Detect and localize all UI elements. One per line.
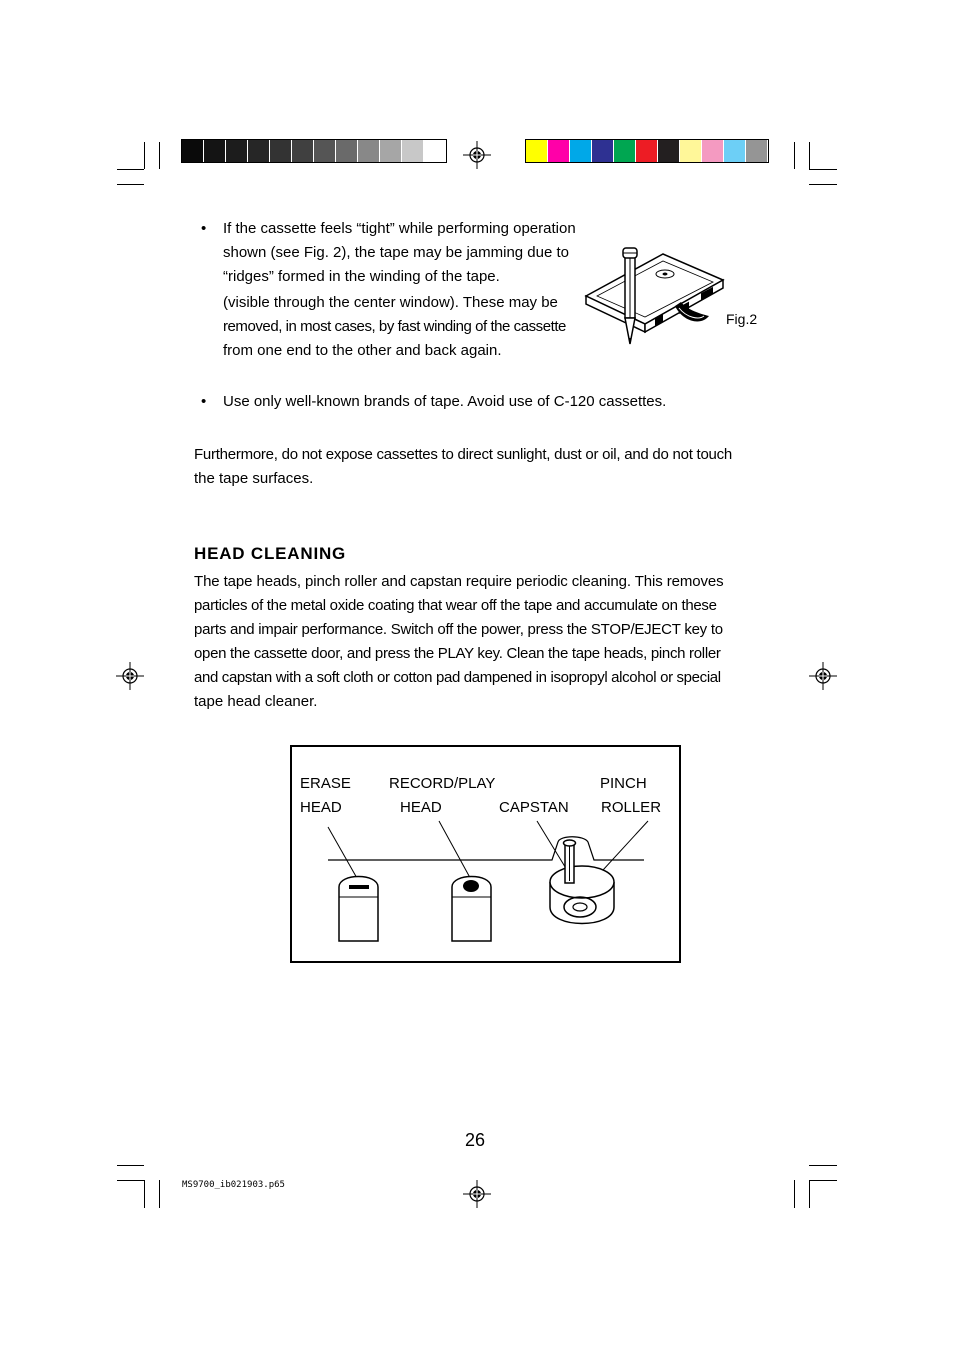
color-swatch	[548, 140, 570, 162]
label-pinch: PINCH	[600, 775, 647, 792]
color-swatch	[592, 140, 614, 162]
label-record-play-head: HEAD	[400, 799, 442, 816]
label-pinch-roller: ROLLER	[601, 799, 662, 816]
registration-mark-bottom	[463, 1180, 491, 1208]
bullet-item-tape-brands	[201, 390, 721, 414]
crop-mark	[809, 169, 837, 170]
label-erase: ERASE	[300, 775, 351, 792]
bullet-line: “ridges” formed in the winding of the tape.	[223, 268, 500, 285]
crop-mark	[809, 1180, 810, 1208]
color-swatch	[204, 140, 226, 162]
bullet-text	[223, 390, 666, 414]
color-swatch	[292, 140, 314, 162]
bullet-text	[223, 217, 576, 363]
crop-mark	[117, 184, 144, 185]
color-swatch	[380, 140, 402, 162]
crop-mark	[809, 142, 810, 169]
label-record-play: RECORD/PLAY	[389, 775, 496, 792]
bullet-line: from one end to the other and back again.	[223, 342, 502, 359]
bullet-line: removed, in most cases, by fast winding of the cassette	[223, 318, 566, 335]
page-number: 26	[465, 1130, 486, 1150]
paragraph-line: open the cassette door, and press the PLAY key. Clean the tape heads, pinch roller	[194, 645, 721, 662]
color-swatch	[614, 140, 636, 162]
color-swatch	[746, 140, 768, 162]
paragraph-line: tape head cleaner.	[194, 693, 318, 710]
label-capstan: CAPSTAN	[499, 799, 569, 816]
grayscale-color-bar	[182, 140, 446, 162]
crop-mark	[809, 1180, 837, 1181]
file-code: MS9700_ib021903.p65	[182, 1180, 285, 1190]
bullet-line: (visible through the center window). These may be	[223, 294, 558, 311]
color-swatch	[424, 140, 446, 162]
crop-mark	[794, 1180, 795, 1208]
bullet-line: shown (see Fig. 2), the tape may be jamming due to	[223, 244, 570, 261]
paragraph-head-cleaning	[194, 570, 764, 714]
crop-mark	[117, 1165, 144, 1166]
bullet-line: If the cassette feels “tight” while performing operation	[223, 220, 576, 237]
paragraph-line: The tape heads, pinch roller and capstan require periodic cleaning. This removes	[194, 573, 724, 590]
color-swatch	[526, 140, 548, 162]
process-color-bar	[526, 140, 768, 162]
color-swatch	[314, 140, 336, 162]
crop-mark	[809, 184, 837, 185]
color-swatch	[658, 140, 680, 162]
color-swatch	[358, 140, 380, 162]
bullet-line: Use only well-known brands of tape. Avoid use of C-120 cassettes.	[223, 393, 667, 410]
crop-mark	[117, 169, 144, 170]
paragraph-line: Furthermore, do not expose cassettes to direct sunlight, dust or oil, and do not touch	[194, 446, 732, 463]
bullet-item-cassette-tight	[201, 217, 581, 367]
cassette-pencil-illustration	[583, 244, 728, 356]
figure-label: Fig.2	[726, 311, 758, 327]
color-swatch	[402, 140, 424, 162]
tape-head-diagram	[290, 745, 681, 963]
paragraph-line: particles of the metal oxide coating that wear off the tape and accumulate on these	[194, 597, 717, 614]
crop-mark	[794, 142, 795, 169]
crop-mark	[809, 1165, 837, 1166]
bullet-symbol: •	[201, 393, 207, 410]
color-swatch	[248, 140, 270, 162]
crop-mark	[159, 142, 160, 169]
color-swatch	[270, 140, 292, 162]
crop-mark	[144, 1180, 145, 1208]
color-swatch	[226, 140, 248, 162]
label-erase-head: HEAD	[300, 799, 342, 816]
color-swatch	[182, 140, 204, 162]
color-swatch	[636, 140, 658, 162]
color-swatch	[680, 140, 702, 162]
paragraph-line: parts and impair performance. Switch off the power, press the STOP/EJECT key to	[194, 621, 723, 638]
color-swatch	[570, 140, 592, 162]
color-swatch	[724, 140, 746, 162]
paragraph-line: the tape surfaces.	[194, 470, 314, 487]
section-heading: HEAD CLEANING	[194, 544, 347, 563]
tape-path-drawing	[292, 747, 679, 961]
paragraph-cassette-care	[194, 443, 764, 491]
paragraph-line: and capstan with a soft cloth or cotton pad dampened in isopropyl alcohol or special	[194, 669, 721, 686]
registration-mark-top	[463, 141, 491, 169]
crop-mark	[159, 1180, 160, 1208]
color-swatch	[702, 140, 724, 162]
crop-mark	[117, 1180, 144, 1181]
registration-mark-right	[809, 662, 837, 690]
color-swatch	[336, 140, 358, 162]
registration-mark-left	[116, 662, 144, 690]
bullet-symbol: •	[201, 220, 207, 237]
crop-mark	[144, 142, 145, 169]
